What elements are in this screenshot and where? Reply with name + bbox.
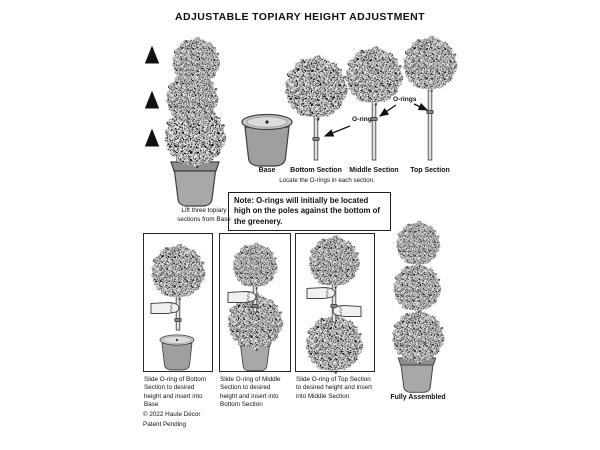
o-rings-pointer-arrow — [414, 104, 427, 110]
step3-caption: Slide O-ring of Top Section to desired height and insert into Middle Section — [296, 376, 372, 400]
o-rings-pointer-arrow — [380, 105, 396, 116]
o-ring — [313, 137, 319, 140]
o-ring — [427, 110, 433, 113]
fully-assembled-caption: Fully Assembled — [390, 394, 446, 401]
pot — [171, 162, 219, 206]
foliage-ball — [404, 38, 457, 91]
foliage-ball — [393, 312, 444, 363]
step1-box — [143, 233, 213, 372]
bottom-section-label: Bottom Section — [290, 167, 342, 174]
o-ring-pointer-arrow — [325, 126, 350, 136]
base-label: Base — [258, 167, 276, 174]
patent-text: Patent Pending — [143, 421, 187, 428]
bottom-section — [285, 57, 346, 160]
parts-row — [242, 38, 456, 166]
note-box: Note: O-rings will initially be located high on the poles against the bottom of the greenery. — [228, 192, 391, 231]
middle-section-label: Middle Section — [349, 167, 399, 174]
step2-box — [219, 233, 291, 372]
step1-caption: Slide O-ring of Bottom Section to desired height and insert into Base — [144, 376, 206, 409]
o-ring-annotation: O-ring — [352, 116, 372, 123]
base-pot — [242, 115, 292, 167]
parts-footnote: Locate the O-rings in each section. — [279, 177, 375, 184]
foliage-ball — [173, 39, 220, 86]
middle-section — [346, 48, 402, 160]
foliage-ball — [396, 222, 439, 265]
lift-figure-caption: Lift three topiary sections from Base — [177, 207, 231, 223]
step2-caption: Slide O-ring of Middle Section to desired height and insert into Bottom Section — [220, 376, 281, 409]
pot — [398, 358, 435, 392]
fully-assembled-figure — [393, 222, 444, 392]
top-section-label: Top Section — [410, 167, 450, 174]
page-title: ADJUSTABLE TOPIARY HEIGHT ADJUSTMENT — [175, 11, 425, 23]
foliage-ball — [285, 57, 346, 118]
o-rings-annotation: O-rings — [393, 96, 417, 103]
copyright-text: © 2022 Haute Décor — [143, 411, 201, 418]
foliage-ball — [394, 265, 441, 312]
lift-sections-figure — [152, 39, 225, 206]
step3-box — [295, 233, 375, 372]
